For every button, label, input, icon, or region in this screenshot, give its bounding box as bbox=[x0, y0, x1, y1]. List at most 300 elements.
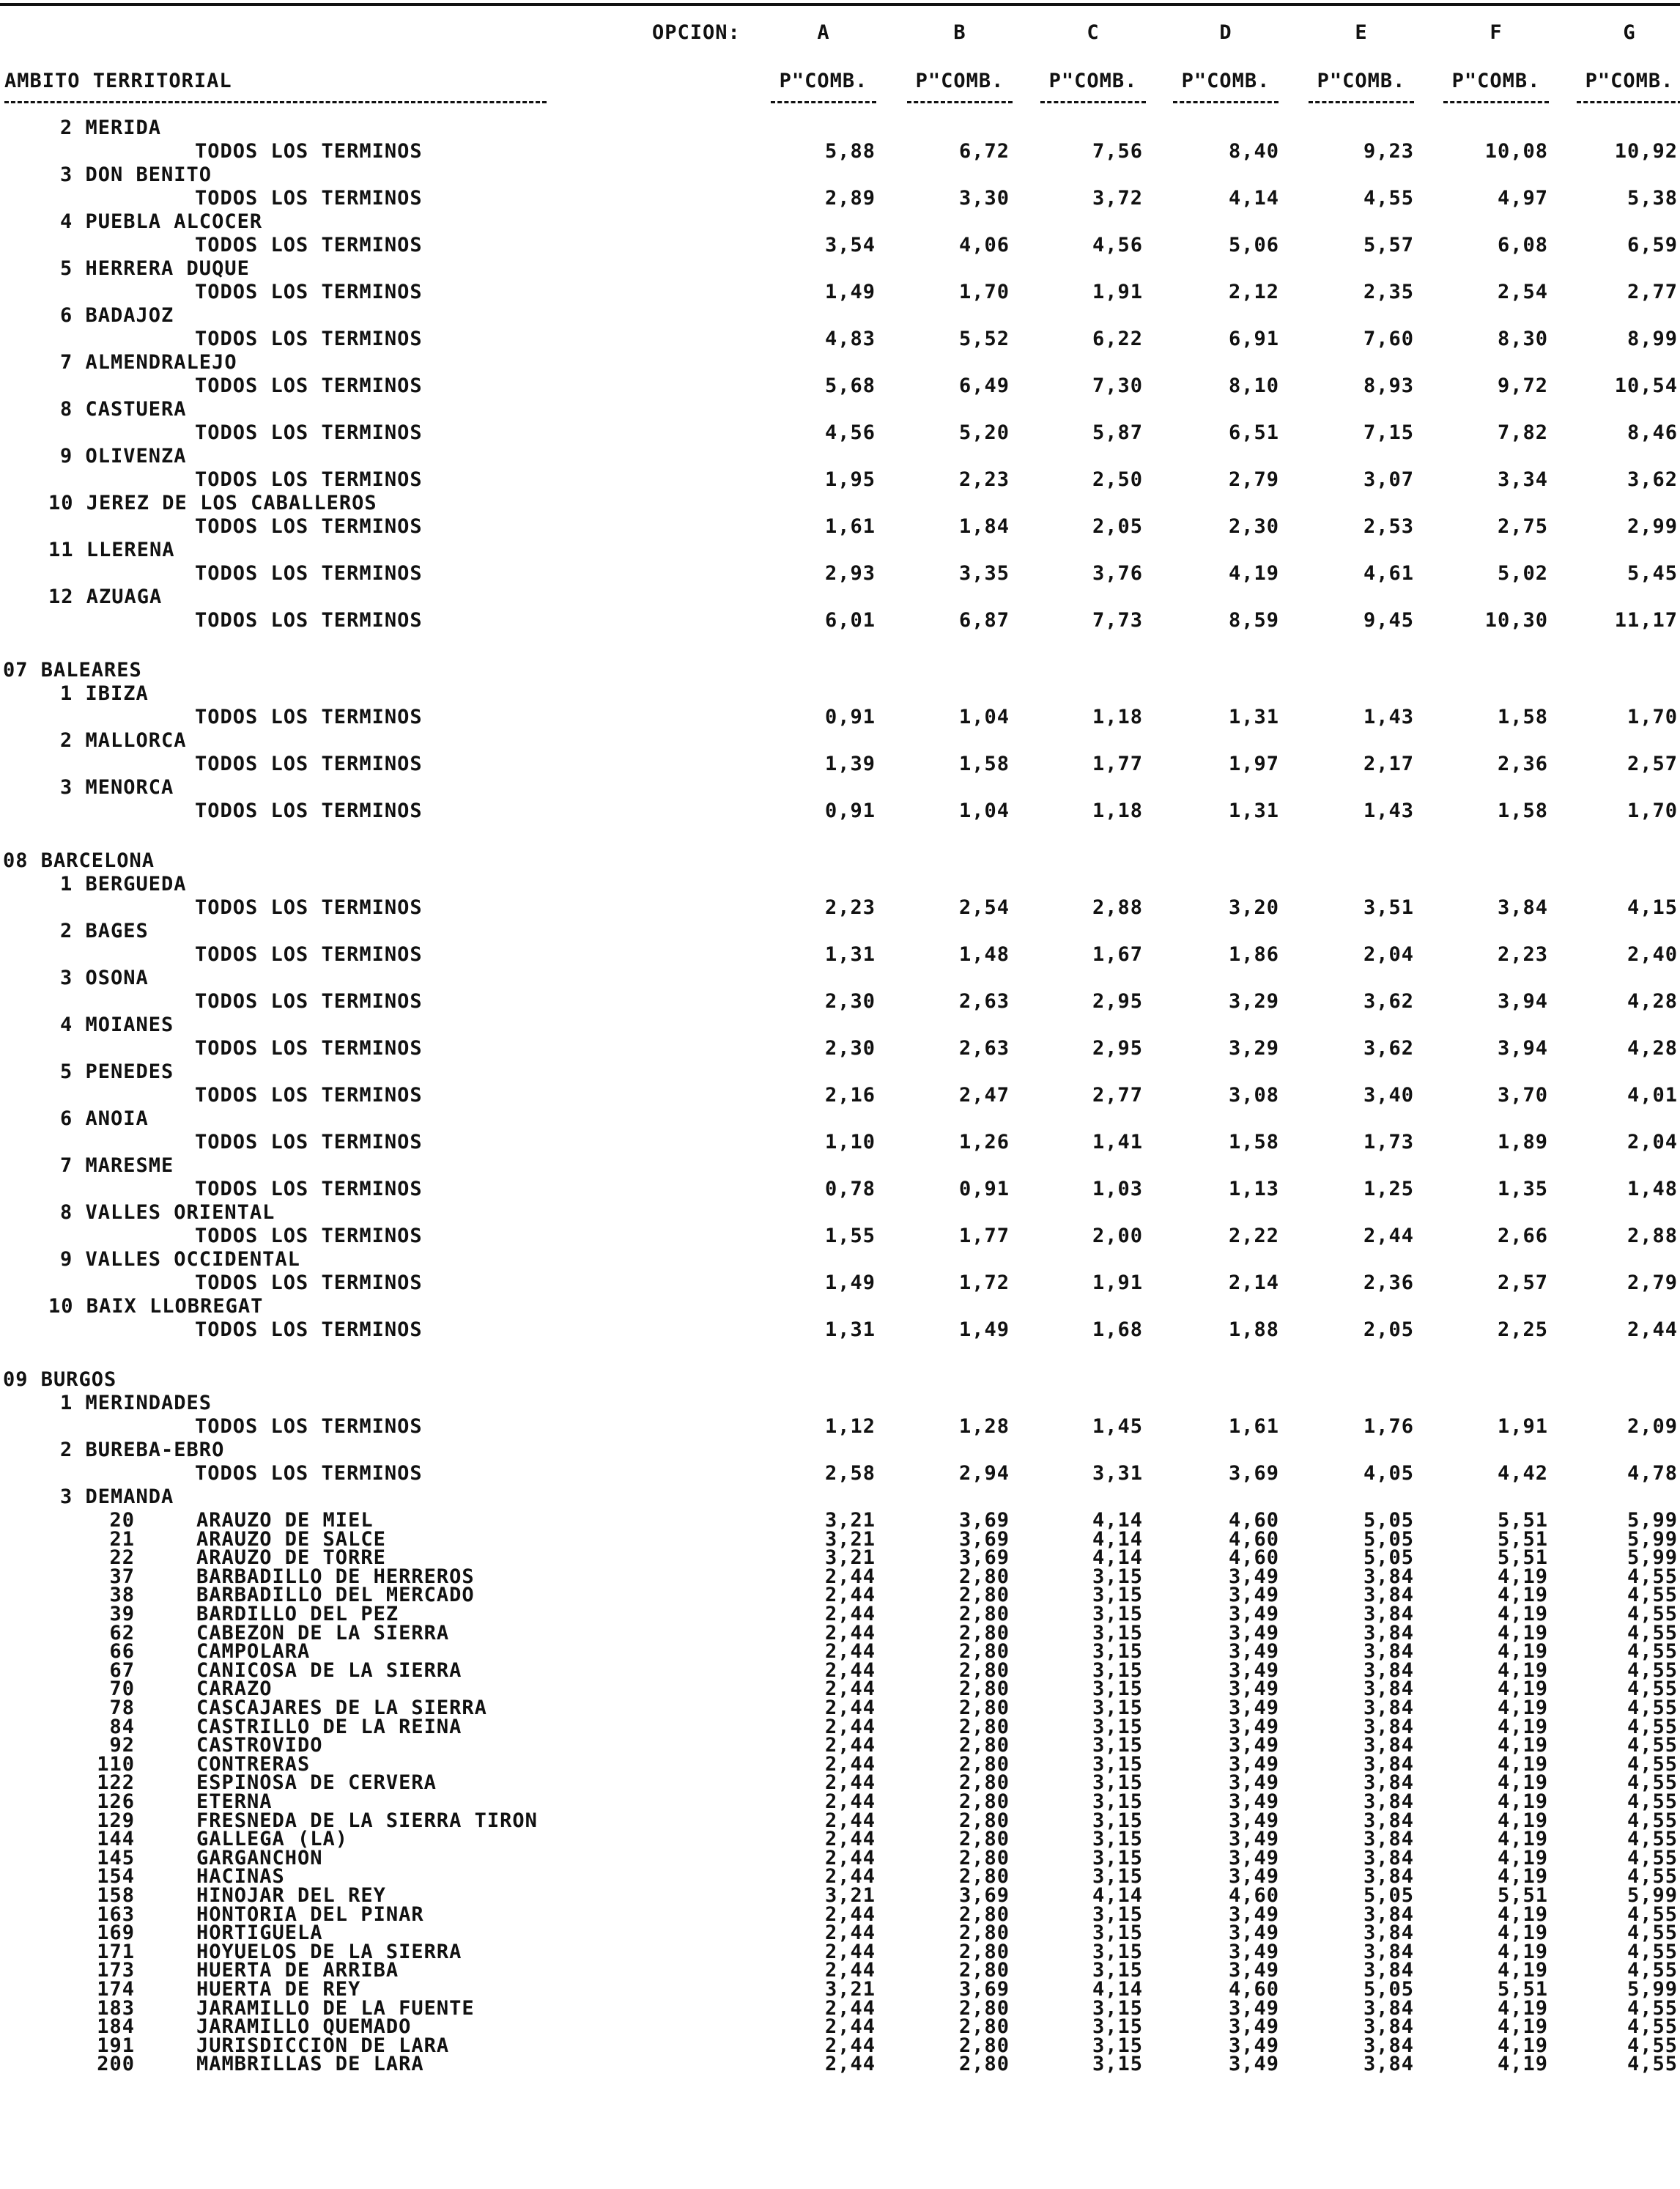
municipality-name: CONTRERAS bbox=[196, 1752, 311, 1776]
price-cell-c: 7,73 bbox=[1092, 609, 1143, 632]
top-rule bbox=[0, 3, 1680, 6]
price-cell-e: 5,05 bbox=[1363, 1978, 1414, 2001]
price-cell-g: 2,77 bbox=[1627, 281, 1678, 303]
p-comb-header: P"COMB. bbox=[1181, 70, 1270, 92]
header-underline bbox=[1309, 101, 1414, 106]
price-cell-a: 2,44 bbox=[824, 1809, 876, 1832]
price-cell-d: 1,86 bbox=[1228, 943, 1279, 966]
price-cell-b: 2,80 bbox=[958, 1640, 1010, 1664]
price-cell-e: 3,84 bbox=[1363, 1752, 1414, 1776]
district-heading: 2 MERIDA bbox=[60, 117, 162, 139]
district-heading: 1 BERGUEDA bbox=[60, 873, 187, 896]
price-cell-b: 2,80 bbox=[958, 1809, 1010, 1832]
price-cell-a: 1,49 bbox=[824, 281, 876, 303]
municipality-code: 122 bbox=[97, 1771, 135, 1795]
price-cell-a: 1,31 bbox=[824, 943, 876, 966]
municipality-name: BARBADILLO DEL MERCADO bbox=[196, 1584, 475, 1607]
price-cell-g: 2,99 bbox=[1627, 515, 1678, 538]
price-cell-a: 2,44 bbox=[824, 1790, 876, 1813]
price-cell-f: 4,19 bbox=[1497, 1603, 1548, 1625]
price-cell-g: 4,55 bbox=[1627, 1809, 1678, 1832]
price-cell-d: 1,31 bbox=[1228, 800, 1279, 822]
municipality-name: HACINAS bbox=[196, 1865, 285, 1889]
price-cell-e: 5,05 bbox=[1363, 1546, 1414, 1570]
price-cell-b: 1,26 bbox=[958, 1131, 1010, 1153]
price-cell-c: 3,15 bbox=[1092, 1734, 1143, 1757]
price-cell-d: 4,60 bbox=[1228, 1509, 1279, 1532]
municipality-code: 66 bbox=[109, 1640, 135, 1664]
price-cell-e: 4,61 bbox=[1363, 562, 1414, 585]
price-cell-a: 3,21 bbox=[824, 1509, 876, 1532]
price-cell-b: 6,49 bbox=[958, 374, 1010, 397]
price-cell-d: 8,10 bbox=[1228, 374, 1279, 397]
municipality-name: GALLEGA (LA) bbox=[196, 1828, 349, 1851]
price-cell-b: 2,80 bbox=[958, 1922, 1010, 1945]
price-cell-a: 0,91 bbox=[824, 800, 876, 822]
price-cell-b: 2,80 bbox=[958, 1940, 1010, 1963]
price-cell-d: 4,60 bbox=[1228, 1527, 1279, 1551]
price-cell-f: 7,82 bbox=[1497, 421, 1548, 444]
price-cell-c: 3,15 bbox=[1092, 1658, 1143, 1682]
price-cell-b: 2,80 bbox=[958, 1658, 1010, 1682]
all-terms-label: TODOS LOS TERMINOS bbox=[195, 374, 423, 397]
price-cell-f: 4,19 bbox=[1497, 1790, 1548, 1813]
price-cell-c: 3,15 bbox=[1092, 1697, 1143, 1719]
price-cell-d: 3,49 bbox=[1228, 2015, 1279, 2039]
municipality-code: 145 bbox=[97, 1846, 135, 1869]
price-cell-e: 2,36 bbox=[1363, 1271, 1414, 1294]
price-cell-d: 1,97 bbox=[1228, 753, 1279, 775]
price-cell-b: 2,80 bbox=[958, 1865, 1010, 1889]
municipality-code: 37 bbox=[109, 1565, 135, 1588]
price-cell-e: 4,55 bbox=[1363, 187, 1414, 210]
price-cell-e: 3,84 bbox=[1363, 1996, 1414, 2020]
price-cell-c: 3,15 bbox=[1092, 1603, 1143, 1625]
price-cell-c: 1,41 bbox=[1092, 1131, 1143, 1153]
price-cell-g: 4,55 bbox=[1627, 1640, 1678, 1664]
price-cell-c: 2,77 bbox=[1092, 1084, 1143, 1107]
price-cell-b: 2,80 bbox=[958, 1584, 1010, 1607]
price-cell-c: 2,95 bbox=[1092, 1037, 1143, 1060]
price-cell-a: 2,44 bbox=[824, 2053, 876, 2076]
price-cell-a: 0,91 bbox=[824, 706, 876, 728]
price-cell-e: 3,51 bbox=[1363, 896, 1414, 919]
price-cell-g: 5,45 bbox=[1627, 562, 1678, 585]
all-terms-label: TODOS LOS TERMINOS bbox=[195, 1084, 423, 1107]
price-cell-d: 2,12 bbox=[1228, 281, 1279, 303]
price-cell-a: 5,88 bbox=[824, 140, 876, 163]
price-cell-e: 5,57 bbox=[1363, 234, 1414, 256]
price-cell-b: 1,72 bbox=[958, 1271, 1010, 1294]
price-cell-f: 9,72 bbox=[1497, 374, 1548, 397]
price-cell-c: 3,15 bbox=[1092, 1565, 1143, 1588]
price-cell-a: 2,89 bbox=[824, 187, 876, 210]
price-cell-b: 6,87 bbox=[958, 609, 1010, 632]
price-cell-c: 2,88 bbox=[1092, 896, 1143, 919]
price-cell-f: 3,94 bbox=[1497, 990, 1548, 1013]
price-cell-e: 5,05 bbox=[1363, 1509, 1414, 1532]
price-cell-a: 1,61 bbox=[824, 515, 876, 538]
price-cell-c: 3,15 bbox=[1092, 1715, 1143, 1738]
district-heading: 2 MALLORCA bbox=[60, 729, 187, 752]
district-heading: 1 MERINDADES bbox=[60, 1392, 212, 1414]
municipality-code: 158 bbox=[97, 1884, 135, 1907]
price-cell-f: 2,75 bbox=[1497, 515, 1548, 538]
price-cell-f: 2,23 bbox=[1497, 943, 1548, 966]
price-cell-c: 3,31 bbox=[1092, 1462, 1143, 1485]
price-cell-g: 4,55 bbox=[1627, 1621, 1678, 1644]
district-heading: 2 BUREBA-EBRO bbox=[60, 1439, 225, 1461]
municipality-name: GARGANCHON bbox=[196, 1846, 323, 1869]
all-terms-label: TODOS LOS TERMINOS bbox=[195, 1131, 423, 1153]
price-cell-b: 2,80 bbox=[958, 1734, 1010, 1757]
price-cell-e: 3,84 bbox=[1363, 1565, 1414, 1588]
price-cell-c: 1,67 bbox=[1092, 943, 1143, 966]
district-heading: 7 ALMENDRALEJO bbox=[60, 351, 237, 374]
price-cell-a: 1,39 bbox=[824, 753, 876, 775]
price-cell-e: 3,84 bbox=[1363, 1790, 1414, 1813]
price-cell-g: 10,54 bbox=[1614, 374, 1678, 397]
price-cell-b: 1,48 bbox=[958, 943, 1010, 966]
price-cell-f: 2,54 bbox=[1497, 281, 1548, 303]
all-terms-label: TODOS LOS TERMINOS bbox=[195, 187, 423, 210]
municipality-code: 144 bbox=[97, 1828, 135, 1851]
price-cell-g: 1,70 bbox=[1627, 706, 1678, 728]
price-cell-a: 2,44 bbox=[824, 2034, 876, 2057]
price-cell-d: 1,88 bbox=[1228, 1318, 1279, 1341]
price-cell-f: 4,19 bbox=[1497, 1922, 1548, 1945]
price-cell-d: 5,06 bbox=[1228, 234, 1279, 256]
price-cell-f: 4,19 bbox=[1497, 2053, 1548, 2076]
all-terms-label: TODOS LOS TERMINOS bbox=[195, 1271, 423, 1294]
price-cell-a: 2,30 bbox=[824, 1037, 876, 1060]
price-cell-e: 3,84 bbox=[1363, 1771, 1414, 1795]
price-cell-c: 3,15 bbox=[1092, 2053, 1143, 2076]
price-cell-f: 2,66 bbox=[1497, 1225, 1548, 1247]
price-cell-f: 1,35 bbox=[1497, 1178, 1548, 1200]
ambito-underline bbox=[4, 101, 547, 106]
price-cell-g: 4,55 bbox=[1627, 1752, 1678, 1776]
price-cell-d: 3,49 bbox=[1228, 1715, 1279, 1738]
price-cell-e: 3,84 bbox=[1363, 1621, 1414, 1644]
price-cell-c: 4,14 bbox=[1092, 1546, 1143, 1570]
municipality-name: CAMPOLARA bbox=[196, 1640, 311, 1664]
all-terms-label: TODOS LOS TERMINOS bbox=[195, 609, 423, 632]
province-heading: 09 BURGOS bbox=[3, 1368, 117, 1391]
all-terms-label: TODOS LOS TERMINOS bbox=[195, 1415, 423, 1438]
price-cell-d: 3,49 bbox=[1228, 1603, 1279, 1625]
header-underline bbox=[771, 101, 876, 106]
price-cell-b: 1,58 bbox=[958, 753, 1010, 775]
price-cell-e: 3,84 bbox=[1363, 1715, 1414, 1738]
option-letter-c: C bbox=[1087, 21, 1100, 44]
price-cell-a: 2,44 bbox=[824, 1922, 876, 1945]
price-cell-g: 5,99 bbox=[1627, 1884, 1678, 1907]
price-cell-f: 4,19 bbox=[1497, 1697, 1548, 1719]
price-cell-g: 5,99 bbox=[1627, 1546, 1678, 1570]
price-cell-a: 2,93 bbox=[824, 562, 876, 585]
price-cell-c: 4,14 bbox=[1092, 1527, 1143, 1551]
price-cell-a: 2,44 bbox=[824, 1603, 876, 1625]
price-cell-c: 7,30 bbox=[1092, 374, 1143, 397]
district-heading: 3 DEMANDA bbox=[60, 1485, 174, 1508]
price-cell-e: 3,84 bbox=[1363, 1658, 1414, 1682]
price-cell-c: 4,14 bbox=[1092, 1884, 1143, 1907]
price-cell-e: 3,84 bbox=[1363, 1809, 1414, 1832]
price-cell-b: 2,80 bbox=[958, 2034, 1010, 2057]
all-terms-label: TODOS LOS TERMINOS bbox=[195, 1225, 423, 1247]
price-cell-e: 2,35 bbox=[1363, 281, 1414, 303]
price-cell-f: 5,51 bbox=[1497, 1509, 1548, 1532]
price-cell-c: 3,15 bbox=[1092, 1846, 1143, 1869]
header-underline bbox=[1040, 101, 1146, 106]
price-cell-e: 2,05 bbox=[1363, 1318, 1414, 1341]
municipality-code: 200 bbox=[97, 2053, 135, 2076]
price-cell-e: 7,60 bbox=[1363, 328, 1414, 350]
price-cell-f: 3,34 bbox=[1497, 468, 1548, 491]
price-cell-c: 3,15 bbox=[1092, 1865, 1143, 1889]
price-cell-g: 4,55 bbox=[1627, 1584, 1678, 1607]
price-cell-b: 2,80 bbox=[958, 2053, 1010, 2076]
price-cell-d: 4,60 bbox=[1228, 1978, 1279, 2001]
price-cell-e: 5,05 bbox=[1363, 1527, 1414, 1551]
price-cell-c: 3,15 bbox=[1092, 1902, 1143, 1926]
price-cell-d: 3,49 bbox=[1228, 1922, 1279, 1945]
municipality-name: HORTIGUELA bbox=[196, 1922, 323, 1945]
price-cell-g: 4,28 bbox=[1627, 990, 1678, 1013]
price-cell-a: 0,78 bbox=[824, 1178, 876, 1200]
price-cell-d: 3,49 bbox=[1228, 1752, 1279, 1776]
municipality-code: 67 bbox=[109, 1658, 135, 1682]
price-cell-c: 3,15 bbox=[1092, 1959, 1143, 1982]
price-cell-c: 4,56 bbox=[1092, 234, 1143, 256]
municipality-code: 184 bbox=[97, 2015, 135, 2039]
price-cell-f: 6,08 bbox=[1497, 234, 1548, 256]
price-cell-e: 2,17 bbox=[1363, 753, 1414, 775]
district-heading: 11 LLERENA bbox=[48, 539, 175, 561]
district-heading: 7 MARESME bbox=[60, 1154, 174, 1177]
price-cell-d: 4,14 bbox=[1228, 187, 1279, 210]
municipality-name: CASTROVIDO bbox=[196, 1734, 323, 1757]
price-cell-e: 1,25 bbox=[1363, 1178, 1414, 1200]
price-cell-a: 2,16 bbox=[824, 1084, 876, 1107]
price-cell-b: 1,77 bbox=[958, 1225, 1010, 1247]
price-cell-a: 2,44 bbox=[824, 1996, 876, 2020]
price-cell-e: 3,84 bbox=[1363, 1940, 1414, 1963]
all-terms-label: TODOS LOS TERMINOS bbox=[195, 1318, 423, 1341]
price-cell-c: 1,91 bbox=[1092, 281, 1143, 303]
price-cell-b: 3,69 bbox=[958, 1509, 1010, 1532]
municipality-code: 126 bbox=[97, 1790, 135, 1813]
province-heading: 08 BARCELONA bbox=[3, 849, 155, 872]
all-terms-label: TODOS LOS TERMINOS bbox=[195, 800, 423, 822]
price-cell-g: 4,55 bbox=[1627, 1828, 1678, 1851]
price-cell-c: 1,18 bbox=[1092, 800, 1143, 822]
price-cell-e: 2,53 bbox=[1363, 515, 1414, 538]
price-cell-e: 3,84 bbox=[1363, 1902, 1414, 1926]
price-cell-c: 2,95 bbox=[1092, 990, 1143, 1013]
price-cell-c: 3,15 bbox=[1092, 1940, 1143, 1963]
price-cell-b: 3,69 bbox=[958, 1884, 1010, 1907]
price-cell-c: 4,14 bbox=[1092, 1509, 1143, 1532]
price-cell-g: 1,70 bbox=[1627, 800, 1678, 822]
price-cell-b: 3,69 bbox=[958, 1978, 1010, 2001]
price-cell-f: 4,19 bbox=[1497, 1902, 1548, 1926]
municipality-name: CARAZO bbox=[196, 1677, 273, 1701]
municipality-name: HUERTA DE ARRIBA bbox=[196, 1959, 399, 1982]
price-cell-c: 2,50 bbox=[1092, 468, 1143, 491]
all-terms-label: TODOS LOS TERMINOS bbox=[195, 421, 423, 444]
price-cell-d: 3,49 bbox=[1228, 1996, 1279, 2020]
p-comb-header: P"COMB. bbox=[915, 70, 1004, 92]
all-terms-label: TODOS LOS TERMINOS bbox=[195, 1178, 423, 1200]
price-cell-b: 2,80 bbox=[958, 1828, 1010, 1851]
price-cell-c: 3,15 bbox=[1092, 1771, 1143, 1795]
price-cell-a: 1,49 bbox=[824, 1271, 876, 1294]
price-cell-b: 1,70 bbox=[958, 281, 1010, 303]
price-cell-a: 1,10 bbox=[824, 1131, 876, 1153]
price-cell-g: 4,01 bbox=[1627, 1084, 1678, 1107]
price-cell-d: 3,08 bbox=[1228, 1084, 1279, 1107]
price-cell-d: 3,49 bbox=[1228, 2034, 1279, 2057]
municipality-code: 163 bbox=[97, 1902, 135, 1926]
price-cell-g: 4,55 bbox=[1627, 1902, 1678, 1926]
price-cell-f: 4,19 bbox=[1497, 1771, 1548, 1795]
price-cell-c: 3,15 bbox=[1092, 1922, 1143, 1945]
price-cell-f: 4,19 bbox=[1497, 1828, 1548, 1851]
price-cell-b: 2,80 bbox=[958, 1697, 1010, 1719]
price-cell-a: 2,44 bbox=[824, 1940, 876, 1963]
price-cell-b: 2,94 bbox=[958, 1462, 1010, 1485]
price-cell-d: 3,49 bbox=[1228, 1734, 1279, 1757]
price-cell-a: 3,21 bbox=[824, 1527, 876, 1551]
price-cell-f: 3,94 bbox=[1497, 1037, 1548, 1060]
district-heading: 4 MOIANES bbox=[60, 1014, 174, 1036]
price-cell-d: 3,49 bbox=[1228, 1828, 1279, 1851]
price-cell-d: 4,60 bbox=[1228, 1884, 1279, 1907]
municipality-code: 183 bbox=[97, 1996, 135, 2020]
option-letter-a: A bbox=[817, 21, 830, 44]
price-cell-e: 3,84 bbox=[1363, 1959, 1414, 1982]
municipality-code: 38 bbox=[109, 1584, 135, 1607]
all-terms-label: TODOS LOS TERMINOS bbox=[195, 943, 423, 966]
header-underline bbox=[1577, 101, 1680, 106]
option-letter-d: D bbox=[1219, 21, 1232, 44]
price-cell-a: 2,44 bbox=[824, 1902, 876, 1926]
price-cell-g: 4,55 bbox=[1627, 1697, 1678, 1719]
district-heading: 5 PENEDES bbox=[60, 1060, 174, 1083]
price-cell-a: 2,30 bbox=[824, 990, 876, 1013]
price-cell-b: 2,80 bbox=[958, 2015, 1010, 2039]
price-cell-d: 3,49 bbox=[1228, 1677, 1279, 1701]
price-cell-f: 3,84 bbox=[1497, 896, 1548, 919]
municipality-name: BARDILLO DEL PEZ bbox=[196, 1603, 399, 1625]
price-cell-a: 1,55 bbox=[824, 1225, 876, 1247]
price-cell-b: 3,69 bbox=[958, 1527, 1010, 1551]
price-cell-g: 4,15 bbox=[1627, 896, 1678, 919]
price-cell-f: 4,19 bbox=[1497, 1658, 1548, 1682]
price-cell-c: 1,18 bbox=[1092, 706, 1143, 728]
price-cell-f: 4,19 bbox=[1497, 1734, 1548, 1757]
municipality-code: 174 bbox=[97, 1978, 135, 2001]
price-cell-a: 6,01 bbox=[824, 609, 876, 632]
price-cell-b: 2,54 bbox=[958, 896, 1010, 919]
price-cell-e: 2,04 bbox=[1363, 943, 1414, 966]
price-cell-d: 4,19 bbox=[1228, 562, 1279, 585]
municipality-name: HUERTA DE REY bbox=[196, 1978, 361, 2001]
price-cell-f: 10,08 bbox=[1484, 140, 1548, 163]
price-cell-f: 1,91 bbox=[1497, 1415, 1548, 1438]
price-cell-e: 3,84 bbox=[1363, 1846, 1414, 1869]
price-cell-c: 3,15 bbox=[1092, 1677, 1143, 1701]
price-cell-c: 3,72 bbox=[1092, 187, 1143, 210]
ambito-territorial-header: AMBITO TERRITORIAL bbox=[4, 70, 232, 92]
price-cell-e: 3,84 bbox=[1363, 1677, 1414, 1701]
price-cell-b: 1,04 bbox=[958, 800, 1010, 822]
price-cell-g: 2,57 bbox=[1627, 753, 1678, 775]
price-cell-c: 1,45 bbox=[1092, 1415, 1143, 1438]
price-cell-d: 3,49 bbox=[1228, 1846, 1279, 1869]
price-cell-g: 2,04 bbox=[1627, 1131, 1678, 1153]
price-cell-c: 3,15 bbox=[1092, 2015, 1143, 2039]
price-cell-d: 8,40 bbox=[1228, 140, 1279, 163]
price-cell-f: 3,70 bbox=[1497, 1084, 1548, 1107]
price-cell-c: 1,77 bbox=[1092, 753, 1143, 775]
header-underline bbox=[1443, 101, 1549, 106]
price-cell-g: 4,55 bbox=[1627, 1603, 1678, 1625]
price-cell-d: 2,79 bbox=[1228, 468, 1279, 491]
price-cell-f: 2,25 bbox=[1497, 1318, 1548, 1341]
price-cell-a: 2,44 bbox=[824, 1565, 876, 1588]
price-cell-f: 5,51 bbox=[1497, 1978, 1548, 2001]
price-cell-g: 4,78 bbox=[1627, 1462, 1678, 1485]
district-heading: 12 AZUAGA bbox=[48, 586, 163, 608]
price-cell-b: 2,80 bbox=[958, 1621, 1010, 1644]
price-cell-b: 0,91 bbox=[958, 1178, 1010, 1200]
price-cell-g: 2,44 bbox=[1627, 1318, 1678, 1341]
price-cell-c: 4,14 bbox=[1092, 1978, 1143, 2001]
district-heading: 6 BADAJOZ bbox=[60, 304, 174, 327]
price-cell-d: 3,49 bbox=[1228, 1790, 1279, 1813]
price-cell-e: 3,84 bbox=[1363, 1697, 1414, 1719]
price-cell-b: 3,69 bbox=[958, 1546, 1010, 1570]
price-cell-c: 1,91 bbox=[1092, 1271, 1143, 1294]
price-cell-e: 7,15 bbox=[1363, 421, 1414, 444]
all-terms-label: TODOS LOS TERMINOS bbox=[195, 140, 423, 163]
price-cell-e: 3,40 bbox=[1363, 1084, 1414, 1107]
price-cell-b: 1,28 bbox=[958, 1415, 1010, 1438]
price-cell-f: 4,19 bbox=[1497, 1621, 1548, 1644]
price-cell-a: 3,21 bbox=[824, 1884, 876, 1907]
municipality-code: 70 bbox=[109, 1677, 135, 1701]
price-cell-e: 2,44 bbox=[1363, 1225, 1414, 1247]
price-cell-f: 4,19 bbox=[1497, 1809, 1548, 1832]
district-heading: 8 VALLES ORIENTAL bbox=[60, 1201, 275, 1224]
price-cell-e: 3,84 bbox=[1363, 1828, 1414, 1851]
price-cell-f: 4,19 bbox=[1497, 2034, 1548, 2057]
price-cell-e: 3,07 bbox=[1363, 468, 1414, 491]
price-cell-f: 4,19 bbox=[1497, 1865, 1548, 1889]
price-cell-f: 4,19 bbox=[1497, 1715, 1548, 1738]
all-terms-label: TODOS LOS TERMINOS bbox=[195, 515, 423, 538]
district-heading: 3 DON BENITO bbox=[60, 163, 212, 186]
price-cell-b: 1,04 bbox=[958, 706, 1010, 728]
price-cell-f: 4,97 bbox=[1497, 187, 1548, 210]
price-cell-c: 3,15 bbox=[1092, 1752, 1143, 1776]
municipality-name: CASCAJARES DE LA SIERRA bbox=[196, 1697, 487, 1719]
price-cell-a: 2,44 bbox=[824, 1771, 876, 1795]
price-cell-a: 3,21 bbox=[824, 1978, 876, 2001]
